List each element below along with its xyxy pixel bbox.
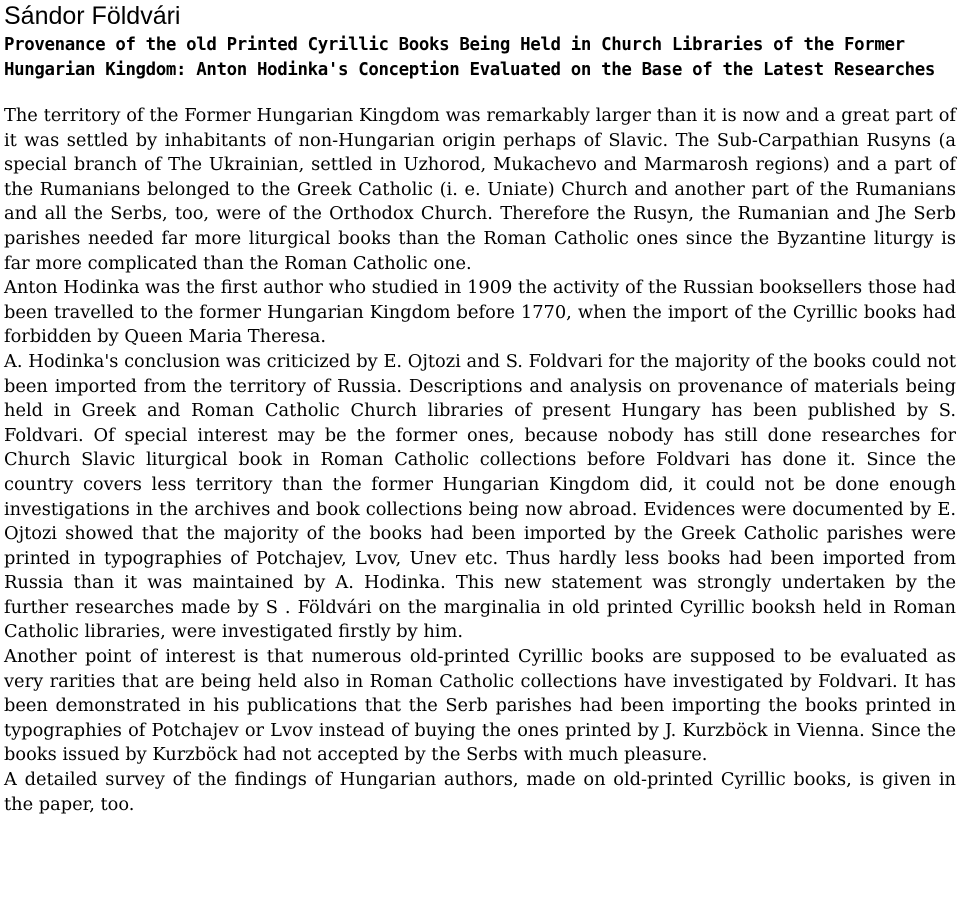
paragraph-territory: The territory of the Former Hungarian Kingdom was remarkably larger than it is now and a great part of it was settled by inhabitants of non-Hungarian origin perhaps of Slavic. The Sub-Carpathian Rusyns (a special branch of The Ukrainian, settled in Uzhorod, Mukachevo and Marmarosh regions) and a part of the Rumanians belonged to the Greek Catholic (i. e. Uniate) Church and another part of the Rumanians and all the Serbs, too, were of the Orthodox Church. Therefore the Rusyn, the Rumanian and Jhe Serb parishes needed far more liturgical books than the Roman Catholic ones since the Byzantine liturgy is far more complicated than the Roman Catholic one. xyxy=(4,105,956,274)
abstract-body xyxy=(4,104,956,817)
paper-title: Provenance of the old Printed Cyrillic Books Being Held in Church Libraries of the Former Hungarian Kingdom: Anton Hodinka's Conception Evaluated on the Base of the Latest Researches xyxy=(4,35,936,80)
document-page xyxy=(4,0,956,817)
paragraph-criticism: A. Hodinka's conclusion was criticized by E. Ojtozi and S. Foldvari for the majority of the books could not been imported from the territory of Russia. Descriptions and analysis on provenance of materials being held in Greek and Roman Catholic Church libraries of present Hungary has been published by S. Foldvari. Of special interest may be the former ones, because nobody has still done researches for Church Slavic liturgical book in Roman Catholic collections before Foldvari has done it. Since the country covers less territory than the former Hungarian Kingdom did, it could not be done enough investigations in the archives and book collections being now abroad. Evidences were documented by E. Ojtozi showed that the majority of the books had been imported by the Greek Catholic parishes were printed in typographies of Potchajev, Lvov, Unev etc. Thus hardly less books had been imported from Russia than it was maintained by A. Hodinka. This new statement was strongly undertaken by the further researches made by S . Földvári on the marginalia in old printed Cyrillic booksh held in Roman Catholic libraries, were investigated firstly by him. xyxy=(4,350,956,643)
paragraph-rarities: Another point of interest is that numerous old-printed Cyrillic books are supposed to be evaluated as very rarities that are being held also in Roman Catholic collections have investigated by Foldvari. It has been demonstrated in his publications that the Serb parishes had been importing the books printed in typographies of Potchajev or Lvov instead of buying the ones printed by J. Kurzböck in Vienna. Since the books issued by Kurzböck had not accepted by the Serbs with much pleasure. xyxy=(4,646,956,766)
paragraph-hodinka: Anton Hodinka was the first author who studied in 1909 the activity of the Russian booksellers those had been travelled to the former Hungarian Kingdom before 1770, when the import of the Cyrillic books had forbidden by Queen Maria Theresa. xyxy=(4,277,956,348)
author-name: Sándor Földvári xyxy=(4,2,181,30)
paragraph-survey: A detailed survey of the findings of Hungarian authors, made on old-printed Cyrillic books, is given in the paper, too. xyxy=(4,769,956,815)
